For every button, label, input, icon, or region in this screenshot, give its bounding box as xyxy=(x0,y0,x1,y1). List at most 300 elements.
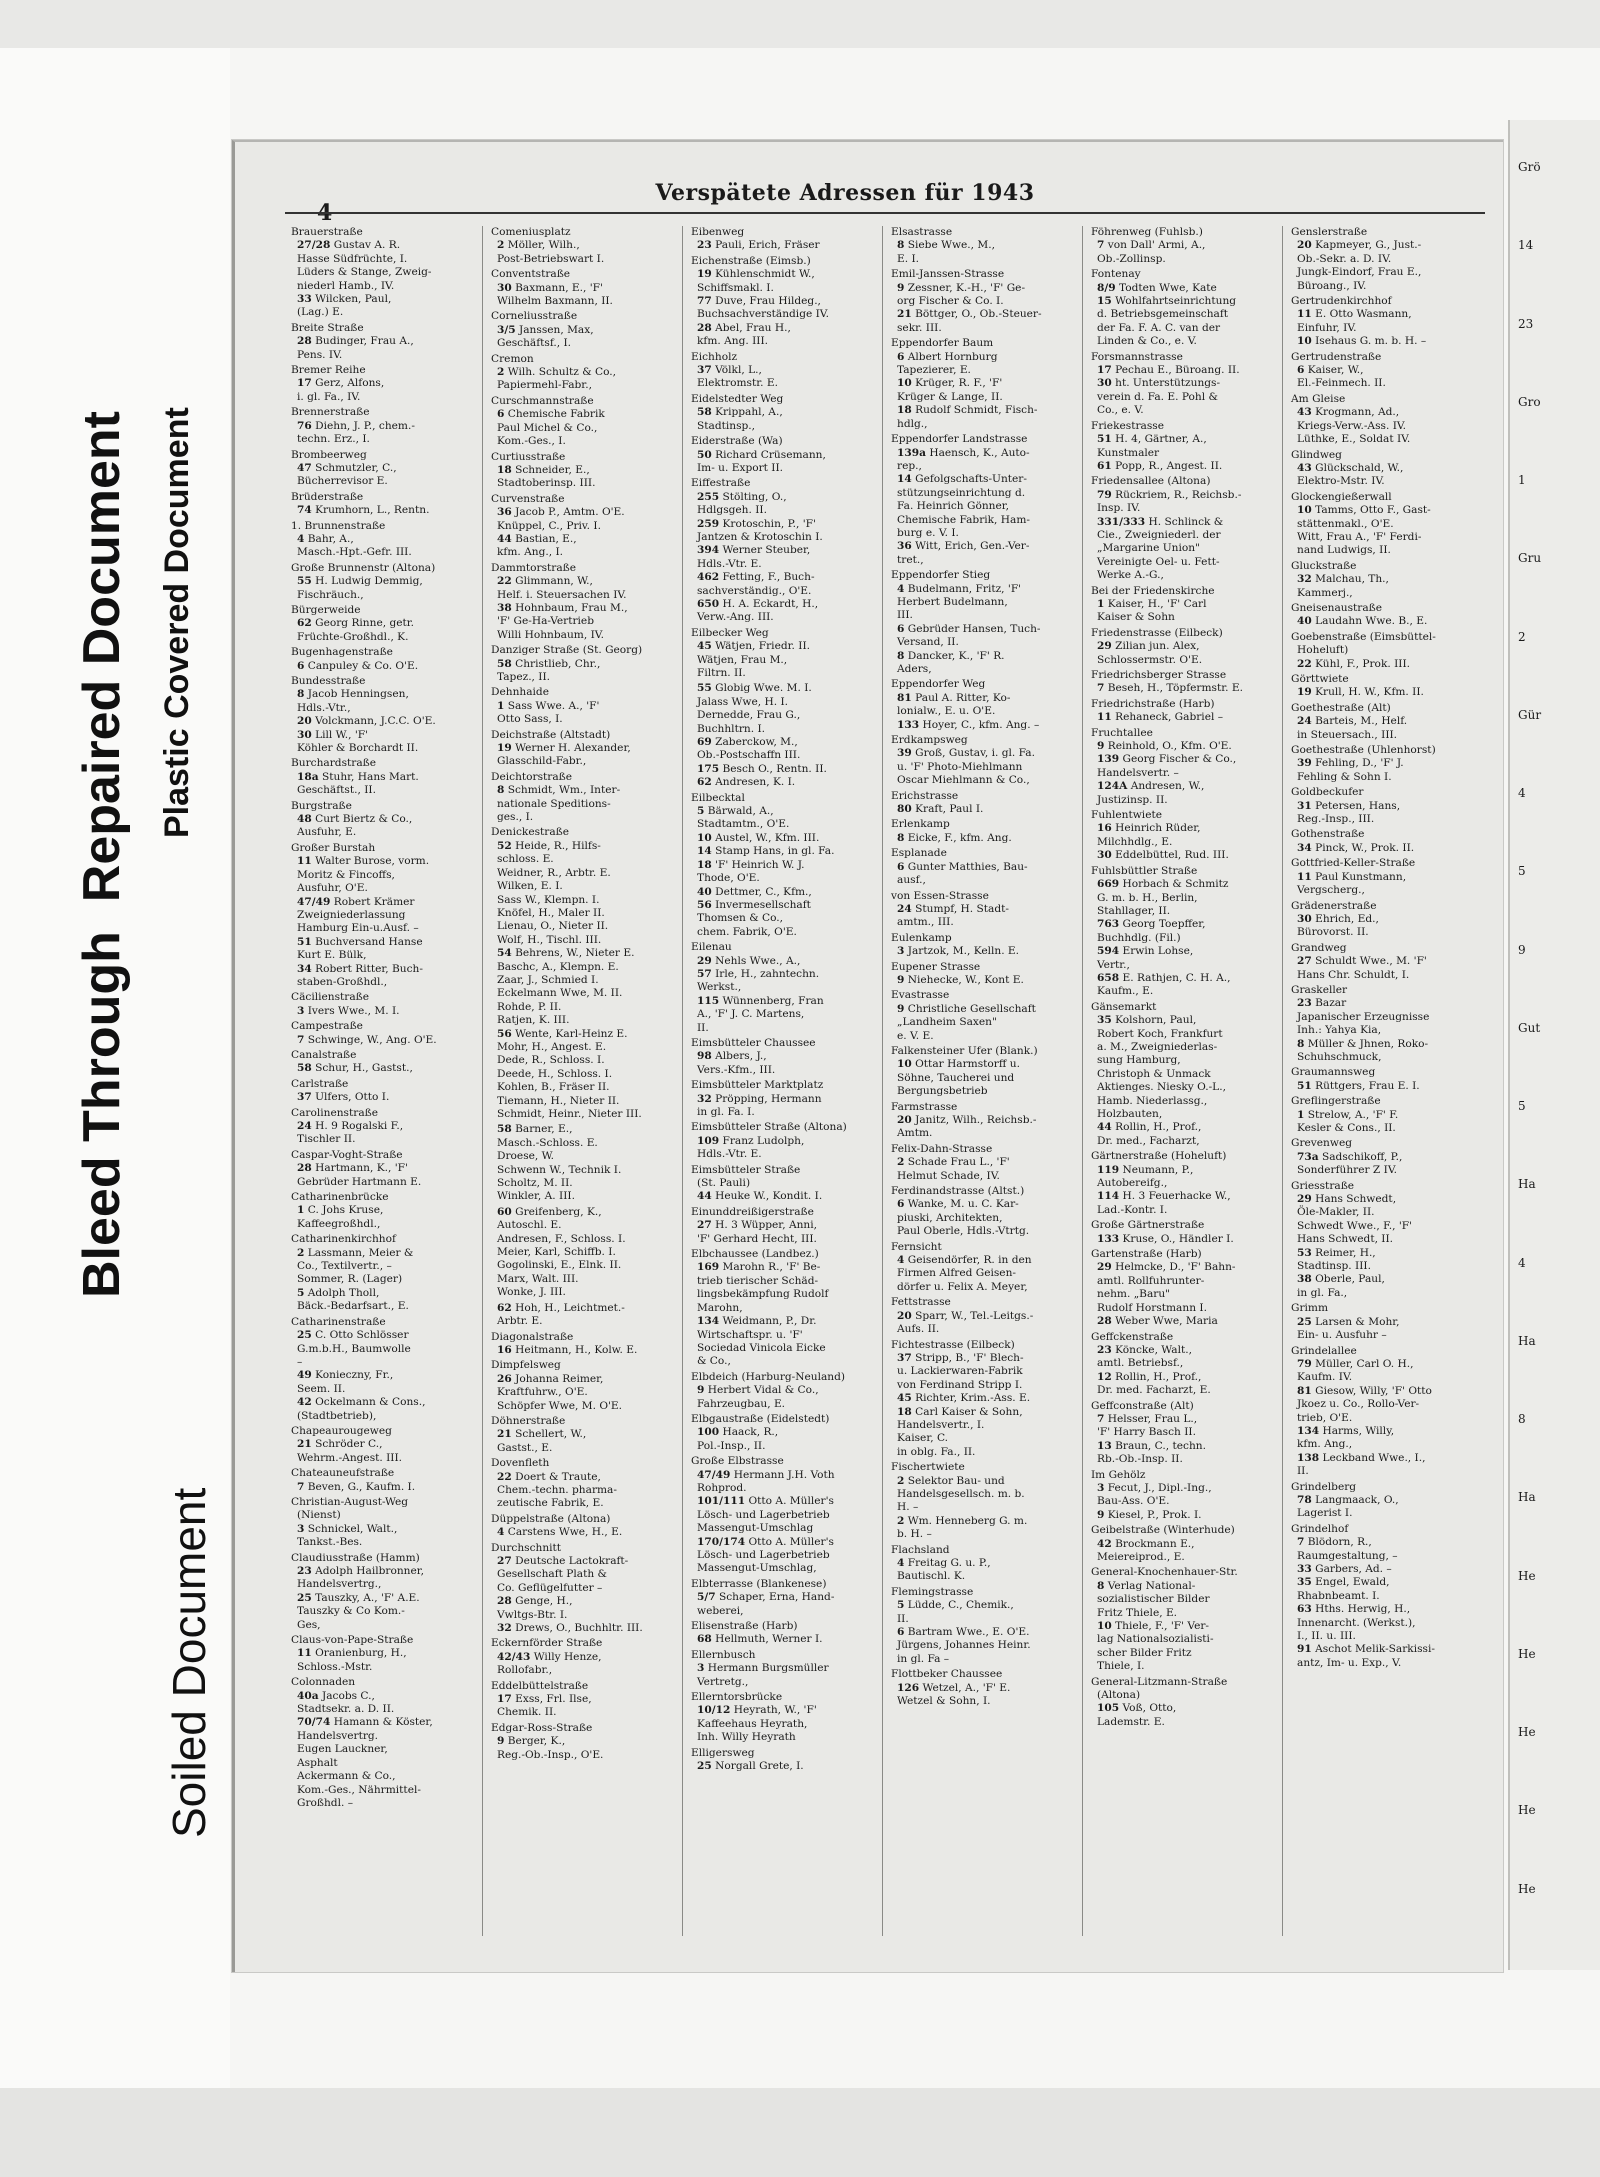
address-line: 2 Schade Frau L., 'F' xyxy=(897,1156,1010,1169)
street-entry xyxy=(291,1049,482,1076)
street-name: Catharinenkirchhof xyxy=(291,1233,396,1246)
street-entry xyxy=(1291,560,1482,600)
address-line: 6 Bartram Wwe., E. O'E. xyxy=(897,1626,1030,1639)
address-line: 62 Andresen, K. I. xyxy=(697,776,796,789)
address-line: Geschäftsf., I. xyxy=(497,337,572,350)
street-name: Erichstrasse xyxy=(891,789,959,802)
directory-column xyxy=(687,226,883,1936)
street-name: Goebenstraße (Eimsbüttel- xyxy=(1291,630,1436,643)
address-line: Wilhelm Baxmann, II. xyxy=(497,295,613,308)
street-entry xyxy=(1091,268,1282,348)
address-line: 15 Wohlfahrtseinrichtung xyxy=(1097,295,1237,308)
address-line: der Fa. F. A. C. van der xyxy=(1097,321,1221,334)
street-entry xyxy=(291,1634,482,1674)
address-line: Papiermehl-Fabr., xyxy=(497,379,592,392)
street-entry xyxy=(891,1143,1082,1183)
address-line: 8/9 Todten Wwe, Kate xyxy=(1097,281,1217,294)
address-line: kfm. Ang., I. xyxy=(497,546,564,559)
address-line: antz, Im- u. Exp., V. xyxy=(1297,1656,1402,1669)
address-line: Handelsvertr. – xyxy=(1097,766,1179,779)
address-line: in oblg. Fa., II. xyxy=(897,1445,976,1458)
street-entry xyxy=(491,493,682,560)
street-name: Am Gleise xyxy=(1291,392,1346,405)
street-name: Eilbecktal xyxy=(691,791,745,804)
street-name: Graumannsweg xyxy=(1291,1066,1376,1079)
street-entry xyxy=(891,1339,1082,1460)
street-entry xyxy=(891,890,1082,930)
street-entry xyxy=(891,1296,1082,1336)
street-name: Große Elbstrasse xyxy=(691,1455,784,1468)
address-line: 6 Kaiser, W., xyxy=(1297,364,1364,377)
address-line: 45 Wätjen, Friedr. II. xyxy=(697,640,810,653)
address-line: Eckelmann Wwe, M. II. xyxy=(497,987,623,1000)
address-line: b. H. – xyxy=(897,1528,932,1541)
condition-stamps-panel xyxy=(0,48,230,2088)
address-line: 4 Carstens Wwe, H., E. xyxy=(497,1526,623,1539)
street-name: Eppendorfer Weg xyxy=(891,678,986,691)
street-name: Grindelallee xyxy=(1291,1344,1357,1357)
street-entry xyxy=(291,675,482,755)
address-line: 23 Köncke, Walt., xyxy=(1097,1343,1192,1356)
address-line: 6 Canpuley & Co. O'E. xyxy=(297,659,419,672)
address-line: Jkoez u. Co., Rollo-Ver- xyxy=(1297,1398,1420,1411)
address-line: 34 Pinck, W., Prok. II. xyxy=(1297,841,1415,854)
address-line: Gesellschaft Plath & xyxy=(497,1568,607,1581)
address-line: 25 Norgall Grete, I. xyxy=(697,1760,804,1773)
street-name: Campestraße xyxy=(291,1020,363,1033)
address-line: Handelsvertr., I. xyxy=(897,1418,985,1431)
address-line: dörfer u. Felix A. Meyer, xyxy=(897,1280,1028,1293)
address-line: Schöpfer Wwe, M. O'E. xyxy=(497,1399,623,1412)
street-entry xyxy=(491,353,682,393)
address-line: Masch.-Hpt.-Gefr. III. xyxy=(297,546,412,559)
stamp-soiled: Soiled Document xyxy=(163,1487,215,1838)
address-line: Schwenn W., Technik I. xyxy=(497,1163,622,1176)
address-line: Söhne, Taucherei und xyxy=(897,1071,1015,1084)
address-line: Wetzel & Sohn, I. xyxy=(897,1695,991,1708)
address-line: Jantzen & Krotoschin I. xyxy=(697,530,823,543)
address-line: 19 Kühlenschmidt W., xyxy=(697,268,815,281)
address-line: 11 E. Otto Wasmann, xyxy=(1297,308,1412,321)
address-line: 20 Janitz, Wilh., Reichsb.- xyxy=(897,1114,1037,1126)
address-line: 119 Neumann, P., xyxy=(1097,1163,1194,1176)
address-line: 40 Laudahn Wwe. B., E. xyxy=(1297,615,1428,628)
address-line: 7 Beven, G., Kaufm. I. xyxy=(297,1480,416,1493)
street-entry xyxy=(891,1101,1082,1141)
street-name: Christian-August-Weg xyxy=(291,1495,409,1508)
address-line: 9 Christliche Gesellschaft xyxy=(897,1002,1036,1015)
address-line: 18 Rudolf Schmidt, Fisch- xyxy=(897,404,1038,417)
street-name: Chapeaurougeweg xyxy=(291,1424,392,1437)
stamp-bleed-through: Bleed Through xyxy=(73,931,131,1298)
address-line: 7 Schwinge, W., Ang. O'E. xyxy=(297,1033,437,1046)
address-line: 79 Rückriem, R., Reichsb.- xyxy=(1097,488,1242,501)
street-name: Breite Straße xyxy=(291,321,364,334)
address-line: 13 Braun, C., techn. xyxy=(1097,1439,1206,1452)
address-line: 4 Freitag G. u. P., xyxy=(897,1557,991,1569)
address-line: G.m.b.H., Baumwolle xyxy=(297,1342,411,1355)
address-line: 10 Krüger, R. F., 'F' xyxy=(897,377,1003,390)
address-line: Verw.-Ang. III. xyxy=(697,611,774,624)
street-name: Durchschnitt xyxy=(491,1541,562,1554)
address-line: 462 Fetting, F., Buch- xyxy=(697,571,815,584)
street-entry xyxy=(291,604,482,644)
address-line: Ratjen, K. III. xyxy=(497,1014,570,1027)
street-entry xyxy=(691,1121,882,1161)
street-entry xyxy=(691,1747,882,1774)
street-entry xyxy=(291,842,482,989)
address-line: 20 Sparr, W., Tel.-Leitgs.- xyxy=(897,1309,1034,1322)
address-line: Hdls.-Vtr. E. xyxy=(697,1148,762,1161)
street-entry xyxy=(1091,420,1282,474)
street-name: General-Litzmann-Straße xyxy=(1091,1675,1228,1688)
address-line: Stadtamtm., O'E. xyxy=(697,818,790,831)
address-line: Kom.-Ges., Nährmittel- xyxy=(297,1783,421,1796)
street-entry xyxy=(491,1457,682,1511)
address-line: 115 Wünnenberg, Fran xyxy=(697,994,824,1007)
address-line: Innenarcht. (Werkst.), xyxy=(1297,1616,1416,1629)
street-name: Eupener Strasse xyxy=(891,960,981,973)
address-line: org Fischer & Co. I. xyxy=(897,295,1004,308)
address-line: trieb, O'E. xyxy=(1297,1411,1353,1424)
address-line: 22 Doert & Traute, xyxy=(497,1470,601,1483)
street-entry xyxy=(291,800,482,840)
street-entry xyxy=(691,1413,882,1453)
address-line: Arbtr. E. xyxy=(497,1315,543,1328)
street-name: Canalstraße xyxy=(291,1048,357,1061)
address-line: 134 Weidmann, P., Dr. xyxy=(697,1315,817,1328)
street-entry xyxy=(291,757,482,797)
street-name: Corneliusstraße xyxy=(491,310,578,323)
address-line: I., II. u. III. xyxy=(1297,1630,1356,1643)
street-name: Fettstrasse xyxy=(891,1296,951,1309)
street-name: Grindelhof xyxy=(1291,1522,1349,1535)
street-name: Elligersweg xyxy=(691,1746,755,1759)
address-line: 4 Bahr, A., xyxy=(297,532,354,545)
address-line: Herbert Budelmann, xyxy=(897,595,1008,608)
address-line: Thomsen & Co., xyxy=(697,912,784,925)
street-name: Elsastrasse xyxy=(891,226,953,238)
address-line: Hoheluft) xyxy=(1297,644,1349,657)
street-entry xyxy=(1291,786,1482,826)
address-line: 33 Garbers, Ad. – xyxy=(1297,1563,1392,1575)
address-line: 30 Lill W., 'F' xyxy=(297,728,368,741)
address-line: Rohprod. xyxy=(697,1481,747,1494)
address-line: 6 Wanke, M. u. C. Kar- xyxy=(897,1198,1019,1211)
street-entry xyxy=(1291,1095,1482,1135)
street-entry xyxy=(491,1206,682,1300)
street-name: Großer Burstah xyxy=(291,841,376,854)
address-line: Co., Textilvertr., – xyxy=(297,1260,392,1273)
address-line: 98 Albers, J., xyxy=(697,1050,767,1063)
address-line: 3 Fecut, J., Dipl.-Ing., xyxy=(1097,1481,1212,1494)
address-line: 3 Hermann Burgsmüller xyxy=(697,1662,829,1675)
street-name: Dimpfelsweg xyxy=(491,1359,561,1372)
address-line: staben-Großhdl., xyxy=(297,975,388,988)
address-line: 78 Langmaack, O., xyxy=(1297,1493,1399,1506)
street-name: Glockengießerwall xyxy=(1291,490,1392,503)
address-line: 1 Strelow, A., 'F' F. xyxy=(1297,1108,1399,1121)
street-entry xyxy=(1291,828,1482,855)
address-line: 25 Larsen & Mohr, xyxy=(1297,1315,1400,1328)
address-line: Jalass Wwe, H. I. xyxy=(697,695,788,708)
scan-bottom-margin xyxy=(0,2088,1600,2177)
address-line: Paul Oberle, Hdls.-Vtrtg. xyxy=(897,1225,1030,1238)
address-line: Co., e. V. xyxy=(1097,404,1144,417)
address-line: 1 C. Johs Kruse, xyxy=(297,1204,384,1217)
street-entry xyxy=(491,1331,682,1358)
address-line: H. – xyxy=(897,1501,919,1514)
address-line: 30 Eddelbüttel, Rud. III. xyxy=(1097,849,1229,862)
address-line: Moritz & Fincoffs, xyxy=(297,868,395,881)
address-line: Krüger & Lange, II. xyxy=(897,390,1003,403)
street-name: Diagonalstraße xyxy=(491,1330,574,1343)
street-entry xyxy=(491,686,682,726)
street-entry xyxy=(891,961,1082,988)
street-entry xyxy=(1091,669,1282,696)
address-line: 24 H. 9 Rogalski F., xyxy=(297,1120,404,1132)
address-line: Werke A.-G., xyxy=(1097,569,1164,582)
address-line: 53 Reimer, H., xyxy=(1297,1246,1376,1259)
address-line: 105 Voß, Otto, xyxy=(1097,1702,1177,1715)
street-entry xyxy=(1291,295,1482,349)
street-entry xyxy=(691,1079,882,1119)
street-entry xyxy=(1291,744,1482,784)
street-name: Curtiusstraße xyxy=(491,450,566,463)
address-line: Seem. II. xyxy=(297,1382,346,1395)
street-entry xyxy=(691,1037,882,1077)
address-line: Filtrn. II. xyxy=(697,667,746,679)
address-line: 100 Haack, R., xyxy=(697,1426,779,1439)
street-entry xyxy=(691,351,882,391)
address-line: i. gl. Fa., IV. xyxy=(297,390,361,403)
address-line: kfm. Ang. III. xyxy=(697,335,769,348)
address-line: Kaffeegroßhdl., xyxy=(297,1217,381,1230)
street-name: Große Brunnenstr (Altona) xyxy=(291,561,436,574)
address-line: Raumgestaltung, – xyxy=(1297,1549,1398,1562)
address-line: 1 Kaiser, H., 'F' Carl xyxy=(1097,597,1207,610)
street-name: Gertrudenkirchhof xyxy=(1291,295,1392,308)
address-line: Fa. Heinrich Gönner, xyxy=(897,500,1009,513)
address-line: Gebrüder Hartmann E. xyxy=(297,1175,422,1188)
address-line: Bautischl. K. xyxy=(897,1570,966,1583)
address-line: Buchsachverständige IV. xyxy=(697,308,829,321)
street-name: Fontenay xyxy=(1091,268,1141,281)
address-line: Fritz Thiele, E. xyxy=(1097,1606,1178,1619)
address-line: Witt, Frau A., 'F' Ferdi- xyxy=(1297,530,1422,543)
address-line: Schuhschmuck, xyxy=(1297,1050,1382,1063)
street-name: Goethestraße (Alt) xyxy=(1291,701,1391,714)
address-line: 81 Paul A. Ritter, Ko- xyxy=(897,691,1011,704)
street-name: Düppelstraße (Altona) xyxy=(491,1512,611,1525)
address-line: II. xyxy=(1297,1465,1309,1478)
address-line: 61 Popp, R., Angest. II. xyxy=(1097,459,1223,472)
address-line: 25 Tauszky, A., 'F' A.E. xyxy=(297,1591,420,1604)
address-line: „Landheim Saxen" xyxy=(897,1016,997,1029)
address-line: Aktienges. Niesky O.-L., xyxy=(1097,1081,1226,1094)
directory-column xyxy=(1087,226,1283,1936)
street-name: Grimm xyxy=(1291,1302,1329,1315)
address-line: II. xyxy=(897,1612,909,1625)
street-entry xyxy=(691,255,882,349)
address-line: sachverständig., O'E. xyxy=(697,584,812,597)
address-line: Schwedt Wwe., F., 'F' xyxy=(1297,1219,1413,1232)
address-line: 17 Pechau E., Büroang. II. xyxy=(1097,364,1240,377)
street-entry xyxy=(1291,1345,1482,1479)
address-line: Wolf, H., Tischl. III. xyxy=(497,933,602,946)
street-name: Im Gehölz xyxy=(1091,1468,1146,1481)
address-line: piuski, Architekten, xyxy=(897,1211,1003,1224)
address-line: Glasschild-Fabr., xyxy=(497,755,587,768)
address-line: Massengut-Umschlag xyxy=(697,1522,814,1535)
street-name: Gneisenaustraße xyxy=(1291,601,1383,614)
address-line: Hdls.-Vtr. E. xyxy=(697,557,762,570)
street-name: Eimsbütteler Straße xyxy=(691,1163,801,1176)
street-entry xyxy=(291,322,482,362)
address-line: 34 Robert Ritter, Buch- xyxy=(297,962,423,975)
address-line: Lüders & Stange, Zweig- xyxy=(297,266,432,279)
address-line: Masch.-Schloss. E. xyxy=(497,1136,598,1149)
address-line: Gastst., E. xyxy=(497,1441,553,1454)
street-name: Curvenstraße xyxy=(491,492,565,505)
address-line: 5 Lüdde, C., Chemik., xyxy=(897,1599,1014,1612)
address-line: 51 H. 4, Gärtner, A., xyxy=(1097,433,1207,446)
street-name: Döhnerstraße xyxy=(491,1414,566,1427)
address-line: 18 Schneider, E., xyxy=(497,463,590,476)
address-line: Hdls.-Vtr., xyxy=(297,701,351,714)
address-line: 3 Ivers Wwe., M. I. xyxy=(297,1004,400,1017)
address-line: 8 Dancker, K., 'F' R. xyxy=(897,649,1005,662)
address-line: 33 Wilcken, Paul, xyxy=(297,293,392,306)
address-line: Elektromstr. E. xyxy=(697,377,778,390)
address-line: III. xyxy=(897,609,913,622)
street-name: Gluckstraße xyxy=(1291,559,1357,572)
address-line: Autobereifg., xyxy=(1097,1177,1168,1190)
address-line: 47/49 Robert Krämer xyxy=(297,895,415,908)
address-line: Japanischer Erzeugnisse xyxy=(1297,1010,1430,1023)
street-entry xyxy=(491,268,682,308)
address-line: tret., xyxy=(897,553,924,566)
address-line: Schloss.-Mstr. xyxy=(297,1660,373,1673)
street-entry xyxy=(691,226,882,253)
street-entry xyxy=(491,644,682,684)
street-name: Deichstraße (Altstadt) xyxy=(491,728,611,741)
address-line: Willi Hohnbaum, IV. xyxy=(497,628,604,641)
address-line: Dede, R., Schloss. I. xyxy=(497,1054,605,1067)
address-line: 14 Stamp Hans, in gl. Fa. xyxy=(697,845,835,858)
address-line: Vereinigte Oel- u. Fett- xyxy=(1097,555,1220,568)
address-line: 27 Schuldt Wwe., M. 'F' xyxy=(1297,955,1427,968)
address-line: 22 Glimmann, W., xyxy=(497,575,593,588)
address-line: 126 Wetzel, A., 'F' E. xyxy=(897,1681,1011,1694)
address-line: 28 Genge, H., xyxy=(497,1595,573,1608)
street-entry xyxy=(691,1206,882,1246)
address-line: 37 Völkl, L., xyxy=(697,364,762,377)
address-line: Robert Koch, Frankfurt xyxy=(1097,1027,1223,1040)
address-line: Ob.-Zollinsp. xyxy=(1097,252,1166,265)
address-line: G. m. b. H., Berlin, xyxy=(1097,891,1198,904)
address-line: Kaiser, C. xyxy=(897,1432,949,1445)
address-line: 24 Barteis, M., Helf. xyxy=(1297,715,1408,728)
address-line: 27/28 Gustav A. R. xyxy=(297,239,401,252)
address-line: 6 Gebrüder Hansen, Tuch- xyxy=(897,622,1041,635)
street-entry xyxy=(491,1302,682,1329)
street-name: Grindelberg xyxy=(1291,1480,1357,1493)
address-line: Justizinsp. II. xyxy=(1097,793,1168,806)
street-name: Eiderstraße (Wa) xyxy=(691,435,783,448)
street-name: Eichholz xyxy=(691,350,738,363)
address-line: A., 'F' J. C. Martens, xyxy=(697,1008,805,1021)
street-entry xyxy=(291,491,482,518)
address-line: Eugen Lauckner, xyxy=(297,1743,388,1756)
street-name: Colonnaden xyxy=(291,1676,356,1689)
address-line: Rollofabr., xyxy=(497,1664,553,1677)
address-line: 8 Eicke, F., kfm. Ang. xyxy=(897,831,1012,844)
address-line: Kohlen, B., Fräser II. xyxy=(497,1081,610,1094)
address-line: Rb.-Ob.-Insp. II. xyxy=(1097,1453,1183,1466)
address-line: 27 H. 3 Wüpper, Anni, xyxy=(697,1219,817,1232)
address-line: 10 Thiele, F., 'F' Ver- xyxy=(1097,1620,1209,1633)
address-line: Dr. med., Facharzt, xyxy=(1097,1134,1200,1147)
address-line: Köhler & Borchardt II. xyxy=(297,742,419,755)
address-line: Kurt E. Bülk, xyxy=(297,949,367,962)
street-entry xyxy=(891,678,1082,732)
street-entry xyxy=(1291,602,1482,629)
address-line: 12 Rollin, H., Prof., xyxy=(1097,1370,1202,1383)
address-line: nationale Speditions- xyxy=(497,797,611,810)
address-line: 669 Horbach & Schmitz xyxy=(1097,878,1229,891)
address-line: in Steuersach., III. xyxy=(1297,728,1398,741)
address-line: 109 Franz Ludolph, xyxy=(697,1134,805,1147)
street-name: Görttwiete xyxy=(1291,673,1349,685)
street-entry xyxy=(891,1461,1082,1541)
street-entry xyxy=(291,449,482,489)
address-line: sozialistischer Bilder xyxy=(1097,1593,1210,1606)
street-entry xyxy=(291,1078,482,1105)
street-entry xyxy=(1091,865,1282,999)
street-entry xyxy=(491,771,682,825)
address-line: Otto Sass, I. xyxy=(497,713,563,726)
street-entry xyxy=(1091,727,1282,807)
address-line: a. M., Zweigniederlas- xyxy=(1097,1040,1218,1053)
street-entry xyxy=(691,393,882,433)
address-line: Massengut-Umschlag, xyxy=(697,1562,817,1575)
street-entry xyxy=(291,646,482,673)
address-line: 259 Krotoschin, P., 'F' xyxy=(697,517,816,530)
street-entry xyxy=(1291,1302,1482,1342)
address-line: 139a Haensch, K., Auto- xyxy=(897,446,1030,459)
stamp-plastic-covered: Plastic Covered Document xyxy=(158,407,196,838)
address-line: Im- u. Export II. xyxy=(697,461,784,474)
address-line: Rudolf Horstmann I. xyxy=(1097,1301,1207,1314)
address-line: 44 Bastian, E., xyxy=(497,532,577,545)
street-name: Gärtnerstraße (Hoheluft) xyxy=(1091,1150,1227,1163)
address-line: 9 Kiesel, P., Prok. I. xyxy=(1097,1508,1202,1521)
street-name: Griesstraße xyxy=(1291,1179,1355,1192)
address-line: Cie., Zweigniederl. der xyxy=(1097,528,1221,541)
address-line: Wirtschaftspr. u. 'F' xyxy=(697,1328,803,1341)
street-name: Friekestrasse xyxy=(1091,419,1164,432)
address-line: 133 Hoyer, C., kfm. Ang. – xyxy=(897,718,1040,731)
address-line: 'F' Ge-Ha-Vertrieb xyxy=(497,615,594,628)
address-line: Wilken, E. I. xyxy=(497,880,563,893)
address-line: Reg.-Insp., III. xyxy=(1297,813,1375,826)
address-line: 42/43 Willy Henze, xyxy=(497,1650,602,1663)
street-entry xyxy=(891,1045,1082,1099)
address-line: hdlg., xyxy=(897,417,928,430)
address-line: Fischräuch., xyxy=(297,588,364,601)
address-line: 175 Besch O., Rentn. II. xyxy=(697,762,827,775)
